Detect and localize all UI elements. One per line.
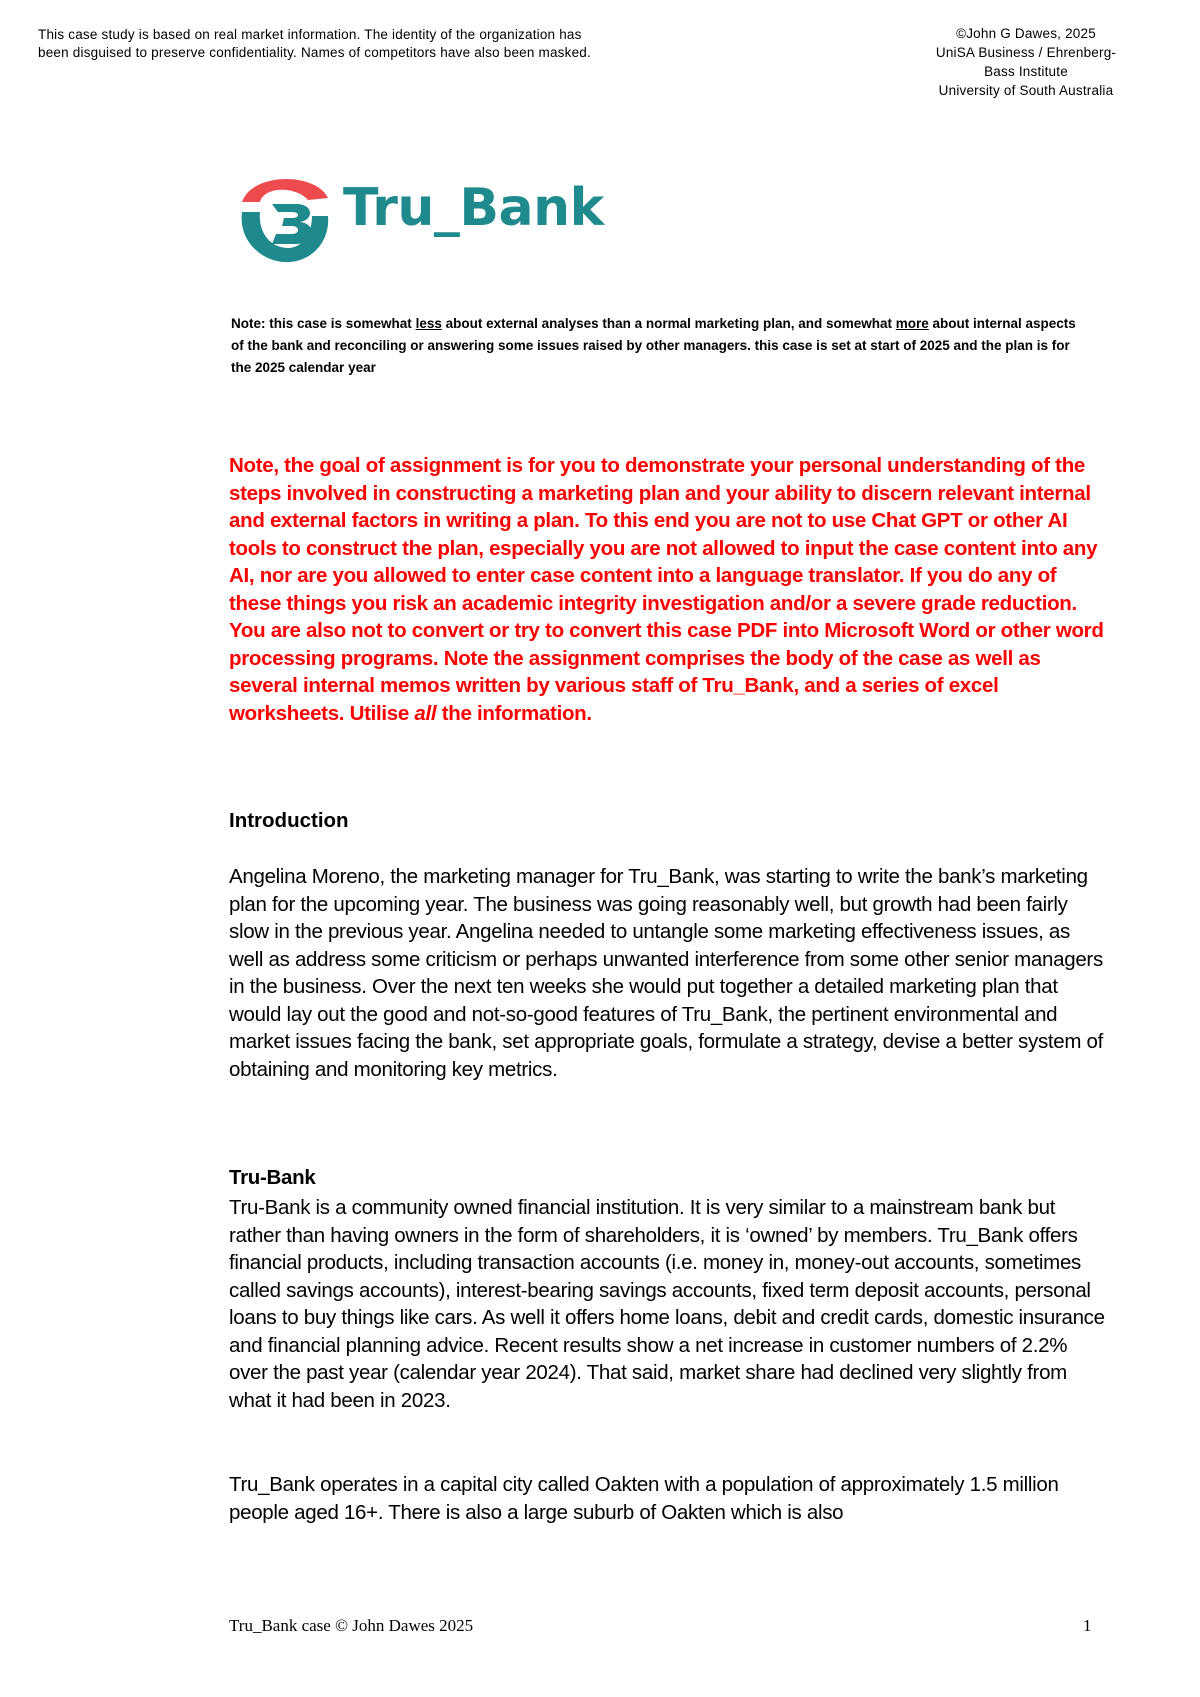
page-number: 1 bbox=[1083, 1616, 1092, 1635]
copyright-line: University of South Australia bbox=[938, 83, 1114, 98]
warning-paragraph: Note, the goal of assignment is for you to demonstrate your personal understanding of the steps involved in constructing a marketing plan and your ability to discern relevant internal and external factors in writing a plan. To this end you are not to use Chat GPT or other AI tools to construct the plan, especially you are not allowed to input the case content into any AI, nor are you allowed to enter case content into a language translator. If you do any of these things you risk an academic integrity investigation and/or a severe grade reduction. bbox=[229, 454, 1098, 615]
introduction-body: Angelina Moreno, the marketing manager for Tru_Bank, was starting to write the bank’s marketing plan for the upcoming year. The business was going reasonably well, but growth had been fairly slow in the previous year. Angelina needed to untangle some marketing effectiveness issues, as well as address some criticism or perhaps unwanted interference from some other senior managers in the business. Over the next ten weeks she would put together a detailed marketing plan that would lay out the good and not-so-good features of Tru_Bank, the pertinent environmental and market issues facing the bank, set appropriate goals, formulate a strategy, devise a better system of obtaining and monitoring key metrics. bbox=[229, 865, 1104, 1081]
warning-paragraph: You are also not to convert or try to convert this case PDF into Microsoft Word or other word processing programs. Note the assignment comprises the body of the case as well as several internal memos written by various staff of Tru_Bank, and a series of excel worksheets. Utilise all the information. bbox=[229, 619, 1104, 725]
section-heading-trubank: Tru-Bank bbox=[229, 1166, 316, 1189]
copyright-block bbox=[896, 24, 1156, 100]
copyright-line: Bass Institute bbox=[984, 64, 1068, 79]
copyright-line: ©John G Dawes, 2025 bbox=[956, 26, 1096, 41]
scope-note: Note: this case is somewhat less about external analyses than a normal marketing plan, and somewhat more about internal aspects of the bank and reconciling or answering some issues raised by other managers. this case is set at start of 2025 and the plan is for the 2025 calendar year bbox=[231, 316, 1076, 375]
disclaimer: This case study is based on real market information. The identity of the organization has been disguised to preserve confidentiality. Names of competitors have also been masked. bbox=[38, 27, 591, 60]
footer-credit: Tru_Bank case © John Dawes 2025 bbox=[229, 1616, 474, 1635]
assignment-warning bbox=[229, 452, 1109, 727]
trubank-body-2: Tru_Bank operates in a capital city called Oakten with a population of approximately 1.5 million people aged 16+. There is also a large suburb of Oakten which is also bbox=[229, 1473, 1059, 1524]
logo-wordmark: Tru_Bank bbox=[343, 178, 604, 238]
copyright-line: UniSA Business / Ehrenberg- bbox=[935, 45, 1117, 60]
section-heading-introduction: Introduction bbox=[229, 809, 349, 832]
trubank-body: Tru-Bank is a community owned financial institution. It is very similar to a mainstream bank but rather than having owners in the form of shareholders, it is ‘owned’ by members. Tru_Bank offers financial products, including transaction accounts (i.e. money in, money-out accounts, sometimes called savings accounts), interest-bearing savings accounts, fixed term deposit accounts, personal loans to buy things like cars. As well it offers home loans, debit and credit cards, domestic insurance and financial planning advice. Recent results show a net increase in customer numbers of 2.2% over the past year (calendar year 2024). That said, market share had declined very slightly from what it had been in 2023. bbox=[229, 1196, 1105, 1412]
